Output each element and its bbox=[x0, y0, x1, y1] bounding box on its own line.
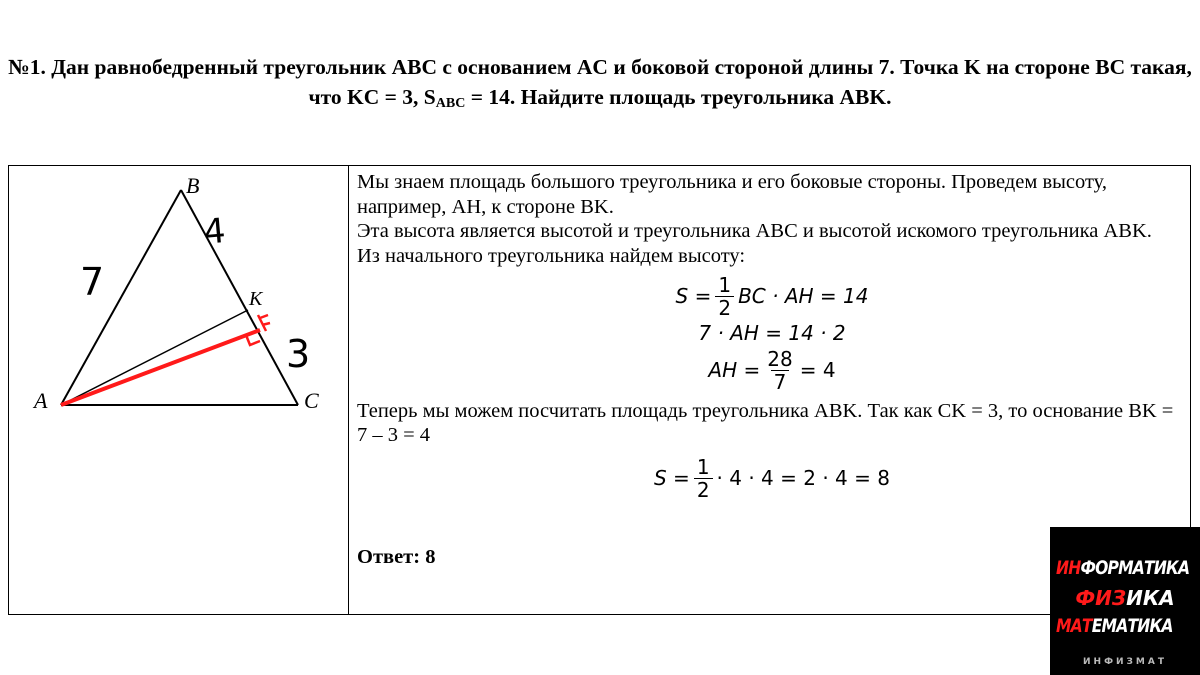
problem-title-text: №1. Дан равнобедренный треугольник ABC с основанием AC и боковой стороной длины 7. Точка K на стороне BC такая, что KC = 3, S bbox=[8, 55, 1192, 109]
formula-product-text: 7 · AH = 14 · 2 bbox=[698, 321, 846, 345]
side-ab-length: 7 bbox=[80, 260, 105, 304]
formula-product bbox=[357, 321, 1187, 346]
formula-height-rhs: = 4 bbox=[799, 357, 836, 382]
logo-red-part: ФИЗ bbox=[1075, 586, 1127, 610]
solution-text bbox=[357, 170, 1187, 569]
fraction-numerator: 28 bbox=[767, 346, 793, 371]
solution-paragraph-3: Из начального треугольника найдем высоту: bbox=[357, 244, 746, 267]
brand-logo bbox=[1050, 527, 1200, 675]
logo-line-informatika bbox=[1056, 557, 1189, 579]
formula-result-fraction bbox=[694, 456, 713, 501]
logo-red-part: ИН bbox=[1056, 557, 1081, 579]
logo-red-part: МАТ bbox=[1056, 615, 1092, 637]
triangle-figure bbox=[8, 165, 348, 615]
logo-footer: ИНФИЗМАТ bbox=[1083, 657, 1167, 667]
table-divider bbox=[348, 165, 349, 615]
fraction-numerator: 1 bbox=[718, 273, 732, 297]
point-k-label: K bbox=[249, 288, 263, 310]
formula-result-rhs: · 4 · 4 = 2 · 4 = 8 bbox=[716, 465, 890, 490]
side-bc bbox=[181, 190, 298, 405]
problem-title-subscript: ABC bbox=[435, 96, 466, 111]
formula-area bbox=[357, 274, 1187, 319]
logo-white-part: ЕМАТИКА bbox=[1091, 615, 1173, 637]
formula-height bbox=[357, 348, 1187, 393]
formula-area-lhs: S = bbox=[675, 284, 712, 309]
point-b-label: B bbox=[186, 173, 200, 198]
formula-height-fraction bbox=[764, 348, 795, 393]
formula-area-rhs: BC · AH = 14 bbox=[738, 284, 869, 309]
logo-line-fizika bbox=[1050, 586, 1200, 610]
foot-tick-mark bbox=[258, 315, 270, 331]
formula-area-fraction bbox=[715, 274, 734, 319]
fraction-denominator: 2 bbox=[715, 296, 734, 319]
problem-title bbox=[0, 52, 1200, 119]
solution-paragraph-1: Мы знаем площадь большого треугольника и его боковые стороны. Проведем высоту, например, AH, к стороне BK. bbox=[357, 171, 1107, 218]
side-bk-length: 4 bbox=[202, 210, 228, 253]
fraction-denominator: 7 bbox=[771, 370, 790, 393]
answer-text: Ответ: 8 bbox=[357, 545, 436, 568]
formula-height-lhs: AH = bbox=[708, 357, 761, 382]
side-kc-length: 3 bbox=[286, 332, 311, 376]
fraction-numerator: 1 bbox=[696, 454, 710, 479]
segment-ak bbox=[61, 310, 248, 405]
problem-title-text-end: = 14. Найдите площадь треугольника ABK. bbox=[465, 85, 892, 109]
point-a-label: A bbox=[34, 388, 48, 413]
solution-paragraph-4: Теперь мы можем посчитать площадь треугольника ABK. Так как CK = 3, то основание BK = 7 – 3 = 4 bbox=[357, 399, 1174, 446]
altitude-ah bbox=[61, 330, 260, 405]
logo-white-part: ФОРМАТИКА bbox=[1080, 557, 1190, 579]
side-ab bbox=[61, 190, 181, 405]
logo-white-part: ИКА bbox=[1126, 586, 1175, 610]
logo-line-matematika bbox=[1056, 615, 1173, 637]
formula-result bbox=[357, 456, 1187, 501]
point-c-label: C bbox=[304, 388, 319, 413]
fraction-denominator: 2 bbox=[694, 478, 713, 501]
formula-result-lhs: S = bbox=[654, 465, 690, 490]
solution-paragraph-2: Эта высота является высотой и треугольника ABC и высотой искомого треугольника ABK. bbox=[357, 220, 1152, 242]
